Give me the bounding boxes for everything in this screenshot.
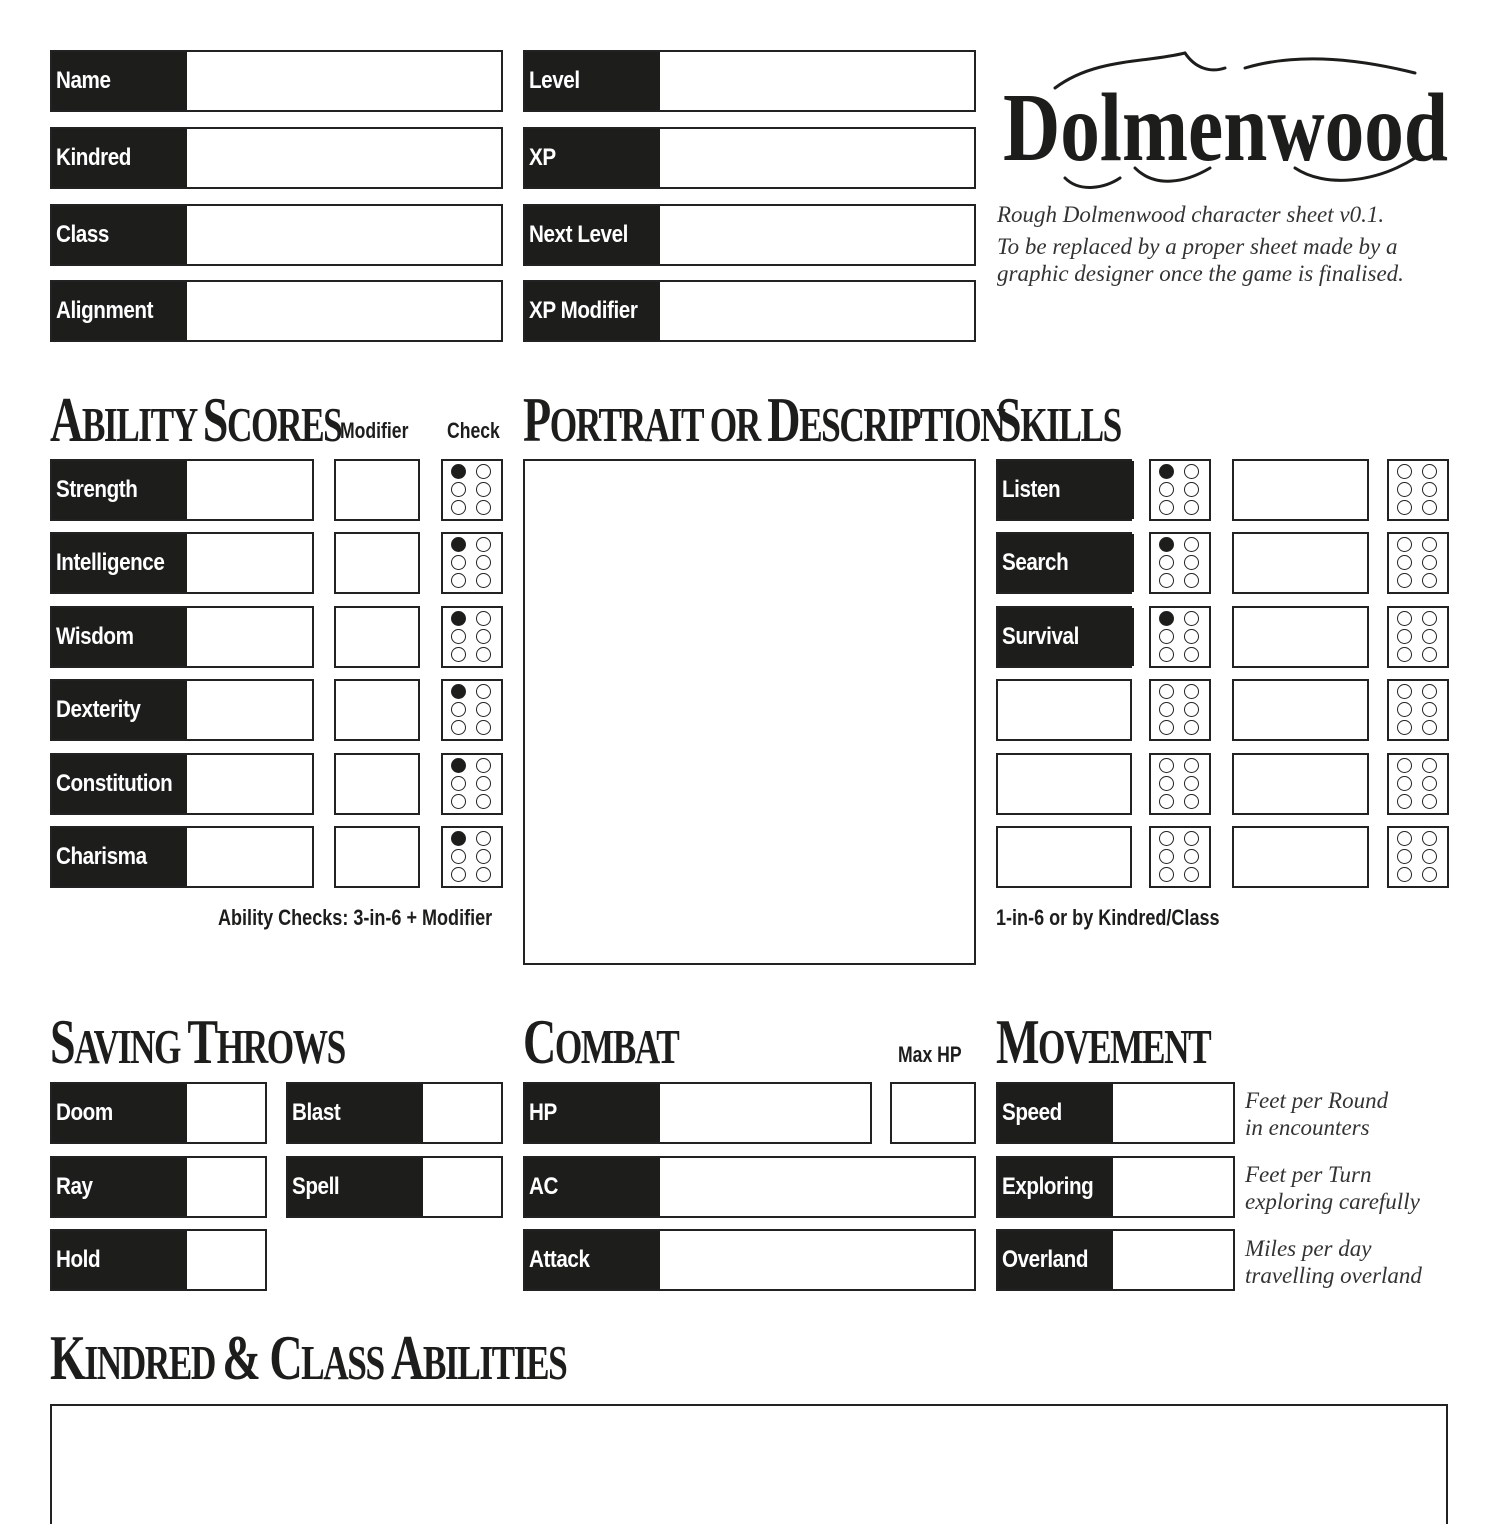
check-dot[interactable] — [1397, 794, 1412, 809]
check-dot[interactable] — [1397, 702, 1412, 717]
next-level-field[interactable] — [523, 204, 976, 266]
alignment-field[interactable] — [50, 280, 503, 342]
check-dot[interactable] — [451, 555, 466, 570]
kindred-label: Kindred — [52, 129, 187, 187]
save-hold-label: Hold — [52, 1231, 187, 1289]
check-dot[interactable] — [1159, 611, 1174, 626]
check-dot[interactable] — [1397, 831, 1412, 846]
check-dot[interactable] — [1422, 573, 1437, 588]
extra-skill-check[interactable] — [1387, 606, 1449, 668]
save-ray-field[interactable] — [50, 1156, 267, 1218]
check-dot[interactable] — [476, 555, 491, 570]
exploring-label: Exploring — [998, 1158, 1113, 1216]
check-dot[interactable] — [1184, 555, 1199, 570]
overland-input[interactable] — [1113, 1231, 1233, 1289]
check-dot[interactable] — [1422, 555, 1437, 570]
check-dot[interactable] — [1184, 831, 1199, 846]
check-dot[interactable] — [451, 758, 466, 773]
skill-listen-check[interactable] — [1149, 459, 1211, 521]
check-dot[interactable] — [1397, 464, 1412, 479]
check-dot[interactable] — [1397, 758, 1412, 773]
check-dot[interactable] — [1184, 758, 1199, 773]
check-dot[interactable] — [476, 482, 491, 497]
check-dot[interactable] — [1159, 482, 1174, 497]
exploring-field[interactable] — [996, 1156, 1235, 1218]
custom-skill-name-input[interactable] — [996, 679, 1132, 741]
check-dot[interactable] — [1397, 555, 1412, 570]
alignment-label: Alignment — [52, 282, 187, 340]
extra-skill-check[interactable] — [1387, 532, 1449, 594]
check-dot[interactable] — [451, 464, 466, 479]
next-level-label: Next Level — [525, 206, 660, 264]
hp-label: HP — [525, 1084, 660, 1142]
xp-modifier-field[interactable] — [523, 280, 976, 342]
check-dot[interactable] — [451, 629, 466, 644]
logo-text: Dolmenwood — [1003, 74, 1448, 182]
check-dot[interactable] — [1184, 573, 1199, 588]
check-dot[interactable] — [451, 573, 466, 588]
skill-search-check[interactable] — [1149, 532, 1211, 594]
check-dot[interactable] — [1422, 482, 1437, 497]
overland-note-line2: travelling overland — [1245, 1263, 1422, 1288]
check-dot[interactable] — [1184, 482, 1199, 497]
check-dot[interactable] — [1184, 629, 1199, 644]
check-dot[interactable] — [1422, 720, 1437, 735]
combat-heading: COMBAT — [523, 1006, 679, 1077]
save-ray-label: Ray — [52, 1158, 187, 1216]
name-label: Name — [52, 52, 187, 110]
save-hold-input[interactable] — [187, 1231, 265, 1289]
xp-field[interactable] — [523, 127, 976, 189]
custom-skill-check[interactable] — [1149, 826, 1211, 888]
check-dot[interactable] — [1184, 647, 1199, 662]
check-dot[interactable] — [1159, 794, 1174, 809]
save-ray-input[interactable] — [187, 1158, 265, 1216]
extra-skill-name-input[interactable] — [1232, 606, 1369, 668]
skill-search-field[interactable] — [996, 532, 1132, 594]
check-dot[interactable] — [1397, 867, 1412, 882]
sheet-note-line1: Rough Dolmenwood character sheet v0.1. — [997, 202, 1385, 227]
check-dot[interactable] — [476, 720, 491, 735]
ac-label: AC — [525, 1158, 660, 1216]
ability-strength-check[interactable] — [441, 459, 503, 521]
check-dot[interactable] — [476, 831, 491, 846]
check-dot[interactable] — [1422, 758, 1437, 773]
speed-note-line1: Feet per Round — [1245, 1088, 1389, 1113]
custom-skill-check[interactable] — [1149, 753, 1211, 815]
check-dot[interactable] — [476, 684, 491, 699]
save-blast-label: Blast — [288, 1084, 423, 1142]
check-dot[interactable] — [1159, 684, 1174, 699]
check-dot[interactable] — [1397, 849, 1412, 864]
check-dot[interactable] — [451, 720, 466, 735]
check-dot[interactable] — [1159, 702, 1174, 717]
ability-constitution-field[interactable] — [50, 753, 314, 815]
attack-field[interactable] — [523, 1229, 976, 1291]
skills-heading: SKILLS — [996, 384, 1121, 455]
check-dot[interactable] — [476, 537, 491, 552]
speed-note-line2: in encounters — [1245, 1115, 1370, 1140]
ability-intelligence-input[interactable] — [187, 534, 312, 592]
check-dot[interactable] — [1422, 629, 1437, 644]
check-dot[interactable] — [1397, 482, 1412, 497]
save-doom-field[interactable] — [50, 1082, 267, 1144]
ability-dexterity-input[interactable] — [187, 681, 312, 739]
check-dot[interactable] — [451, 831, 466, 846]
dolmenwood-logo — [995, 48, 1455, 198]
check-dot[interactable] — [1397, 500, 1412, 515]
check-dot[interactable] — [451, 500, 466, 515]
check-dot[interactable] — [476, 849, 491, 864]
ability-constitution-modifier[interactable] — [334, 753, 420, 815]
extra-skill-check[interactable] — [1387, 459, 1449, 521]
ability-constitution-label: Constitution — [52, 755, 187, 813]
max-hp-input[interactable] — [890, 1082, 976, 1144]
check-dot[interactable] — [451, 867, 466, 882]
ability-charisma-check[interactable] — [441, 826, 503, 888]
check-dot[interactable] — [451, 702, 466, 717]
check-dot[interactable] — [1184, 537, 1199, 552]
check-dot[interactable] — [1184, 702, 1199, 717]
check-column-label: Check — [447, 418, 500, 443]
check-dot[interactable] — [1184, 611, 1199, 626]
ability-charisma-label: Charisma — [52, 828, 187, 886]
exploring-note-line1: Feet per Turn — [1245, 1162, 1372, 1187]
ability-dexterity-check[interactable] — [441, 679, 503, 741]
ability-wisdom-modifier[interactable] — [334, 606, 420, 668]
alignment-input[interactable] — [187, 282, 501, 340]
ability-wisdom-field[interactable] — [50, 606, 314, 668]
check-dot[interactable] — [1159, 629, 1174, 644]
check-dot[interactable] — [1397, 537, 1412, 552]
check-dot[interactable] — [451, 684, 466, 699]
portrait-box[interactable] — [523, 459, 976, 965]
extra-skill-name-input[interactable] — [1232, 532, 1369, 594]
ability-strength-field[interactable] — [50, 459, 314, 521]
check-dot[interactable] — [451, 611, 466, 626]
sheet-note-line2: To be replaced by a proper sheet made by a — [997, 234, 1398, 259]
check-dot[interactable] — [476, 500, 491, 515]
ability-scores-heading: ABILITY SCORES — [50, 384, 342, 455]
save-spell-label: Spell — [288, 1158, 423, 1216]
check-dot[interactable] — [451, 794, 466, 809]
check-dot[interactable] — [1159, 555, 1174, 570]
save-doom-label: Doom — [52, 1084, 187, 1142]
sheet-note-line3: graphic designer once the game is finalised. — [997, 261, 1404, 286]
hp-field[interactable] — [523, 1082, 872, 1144]
skill-survival-field[interactable] — [996, 606, 1132, 668]
check-dot[interactable] — [1184, 720, 1199, 735]
extra-skill-check[interactable] — [1387, 679, 1449, 741]
skill-listen-label: Listen — [998, 461, 1134, 519]
save-hold-field[interactable] — [50, 1229, 267, 1291]
ability-strength-input[interactable] — [187, 461, 312, 519]
check-dot[interactable] — [451, 647, 466, 662]
skill-listen-field[interactable] — [996, 459, 1132, 521]
check-dot[interactable] — [476, 573, 491, 588]
ability-dexterity-modifier[interactable] — [334, 679, 420, 741]
check-dot[interactable] — [1159, 647, 1174, 662]
save-spell-input[interactable] — [423, 1158, 501, 1216]
ability-checks-footnote: Ability Checks: 3-in-6 + Modifier — [218, 905, 493, 930]
speed-input[interactable] — [1113, 1084, 1233, 1142]
save-blast-field[interactable] — [286, 1082, 503, 1144]
custom-skill-name-input[interactable] — [996, 753, 1132, 815]
class-field[interactable] — [50, 204, 503, 266]
check-dot[interactable] — [476, 611, 491, 626]
name-input[interactable] — [187, 52, 501, 110]
check-dot[interactable] — [1184, 867, 1199, 882]
max-hp-label: Max HP — [898, 1042, 962, 1067]
check-dot[interactable] — [1159, 537, 1174, 552]
check-dot[interactable] — [451, 537, 466, 552]
logo-vines-icon — [995, 48, 1455, 198]
overland-label: Overland — [998, 1231, 1113, 1289]
ability-intelligence-check[interactable] — [441, 532, 503, 594]
ability-dexterity-field[interactable] — [50, 679, 314, 741]
extra-skill-check[interactable] — [1387, 753, 1449, 815]
extra-skill-name-input[interactable] — [1232, 679, 1369, 741]
overland-note-line1: Miles per day — [1245, 1236, 1372, 1261]
check-dot[interactable] — [1422, 684, 1437, 699]
check-dot[interactable] — [476, 464, 491, 479]
check-dot[interactable] — [476, 776, 491, 791]
check-dot[interactable] — [1422, 647, 1437, 662]
save-spell-field[interactable] — [286, 1156, 503, 1218]
check-dot[interactable] — [1422, 849, 1437, 864]
extra-skill-name-input[interactable] — [1232, 459, 1369, 521]
class-input[interactable] — [187, 206, 501, 264]
check-dot[interactable] — [1422, 702, 1437, 717]
ability-constitution-input[interactable] — [187, 755, 312, 813]
check-dot[interactable] — [1397, 647, 1412, 662]
class-label: Class — [52, 206, 187, 264]
ability-intelligence-modifier[interactable] — [334, 532, 420, 594]
attack-label: Attack — [525, 1231, 660, 1289]
ability-intelligence-field[interactable] — [50, 532, 314, 594]
name-field[interactable] — [50, 50, 503, 112]
check-dot[interactable] — [1184, 464, 1199, 479]
skill-survival-label: Survival — [998, 608, 1134, 666]
check-dot[interactable] — [1397, 629, 1412, 644]
check-dot[interactable] — [451, 482, 466, 497]
level-label: Level — [525, 52, 660, 110]
ability-wisdom-label: Wisdom — [52, 608, 187, 666]
check-dot[interactable] — [476, 758, 491, 773]
custom-skill-check[interactable] — [1149, 679, 1211, 741]
ability-charisma-input[interactable] — [187, 828, 312, 886]
skills-footnote: 1-in-6 or by Kindred/Class — [996, 905, 1220, 930]
check-dot[interactable] — [1184, 776, 1199, 791]
check-dot[interactable] — [1159, 464, 1174, 479]
save-doom-input[interactable] — [187, 1084, 265, 1142]
check-dot[interactable] — [1397, 573, 1412, 588]
kindred-class-abilities-heading: KINDRED & CLASS ABILITIES — [50, 1322, 567, 1393]
check-dot[interactable] — [1159, 776, 1174, 791]
check-dot[interactable] — [1184, 684, 1199, 699]
check-dot[interactable] — [1184, 849, 1199, 864]
speed-label: Speed — [998, 1084, 1113, 1142]
kindred-field[interactable] — [50, 127, 503, 189]
check-dot[interactable] — [1397, 776, 1412, 791]
ac-input[interactable] — [660, 1158, 974, 1216]
check-dot[interactable] — [476, 647, 491, 662]
level-field[interactable] — [523, 50, 976, 112]
check-dot[interactable] — [1422, 794, 1437, 809]
overland-field[interactable] — [996, 1229, 1235, 1291]
movement-heading: MOVEMENT — [996, 1006, 1211, 1077]
kindred-input[interactable] — [187, 129, 501, 187]
check-dot[interactable] — [1422, 611, 1437, 626]
check-dot[interactable] — [1159, 720, 1174, 735]
check-dot[interactable] — [451, 776, 466, 791]
check-dot[interactable] — [1184, 500, 1199, 515]
next-level-input[interactable] — [660, 206, 974, 264]
speed-field[interactable] — [996, 1082, 1235, 1144]
attack-input[interactable] — [660, 1231, 974, 1289]
check-dot[interactable] — [1159, 849, 1174, 864]
hp-input[interactable] — [660, 1084, 870, 1142]
check-dot[interactable] — [1397, 720, 1412, 735]
skill-search-label: Search — [998, 534, 1134, 592]
check-dot[interactable] — [1422, 831, 1437, 846]
ability-charisma-modifier[interactable] — [334, 826, 420, 888]
check-dot[interactable] — [1397, 611, 1412, 626]
level-input[interactable] — [660, 52, 974, 110]
xp-label: XP — [525, 129, 660, 187]
extra-skill-check[interactable] — [1387, 826, 1449, 888]
kindred-class-abilities-box[interactable] — [50, 1404, 1448, 1524]
ability-strength-modifier[interactable] — [334, 459, 420, 521]
check-dot[interactable] — [1159, 758, 1174, 773]
check-dot[interactable] — [1184, 794, 1199, 809]
extra-skill-name-input[interactable] — [1232, 753, 1369, 815]
modifier-column-label: Modifier — [340, 418, 409, 443]
ability-intelligence-label: Intelligence — [52, 534, 187, 592]
check-dot[interactable] — [1422, 464, 1437, 479]
xp-modifier-label: XP Modifier — [525, 282, 660, 340]
save-blast-input[interactable] — [423, 1084, 501, 1142]
skill-survival-check[interactable] — [1149, 606, 1211, 668]
check-dot[interactable] — [1422, 776, 1437, 791]
check-dot[interactable] — [1397, 684, 1412, 699]
ability-dexterity-label: Dexterity — [52, 681, 187, 739]
check-dot[interactable] — [1159, 500, 1174, 515]
xp-modifier-input[interactable] — [660, 282, 974, 340]
check-dot[interactable] — [476, 702, 491, 717]
check-dot[interactable] — [476, 794, 491, 809]
ac-field[interactable] — [523, 1156, 976, 1218]
exploring-input[interactable] — [1113, 1158, 1233, 1216]
check-dot[interactable] — [1159, 867, 1174, 882]
check-dot[interactable] — [476, 629, 491, 644]
portrait-heading: PORTRAIT OR DESCRIPTION — [523, 384, 1005, 455]
custom-skill-name-input[interactable] — [996, 826, 1132, 888]
ability-strength-label: Strength — [52, 461, 187, 519]
xp-input[interactable] — [660, 129, 974, 187]
check-dot[interactable] — [476, 867, 491, 882]
ability-wisdom-input[interactable] — [187, 608, 312, 666]
check-dot[interactable] — [1422, 537, 1437, 552]
ability-wisdom-check[interactable] — [441, 606, 503, 668]
ability-charisma-field[interactable] — [50, 826, 314, 888]
check-dot[interactable] — [1422, 867, 1437, 882]
extra-skill-name-input[interactable] — [1232, 826, 1369, 888]
check-dot[interactable] — [1159, 573, 1174, 588]
exploring-note-line2: exploring carefully — [1245, 1189, 1420, 1214]
check-dot[interactable] — [1159, 831, 1174, 846]
saving-throws-heading: SAVING THROWS — [50, 1006, 345, 1077]
check-dot[interactable] — [451, 849, 466, 864]
ability-constitution-check[interactable] — [441, 753, 503, 815]
check-dot[interactable] — [1422, 500, 1437, 515]
